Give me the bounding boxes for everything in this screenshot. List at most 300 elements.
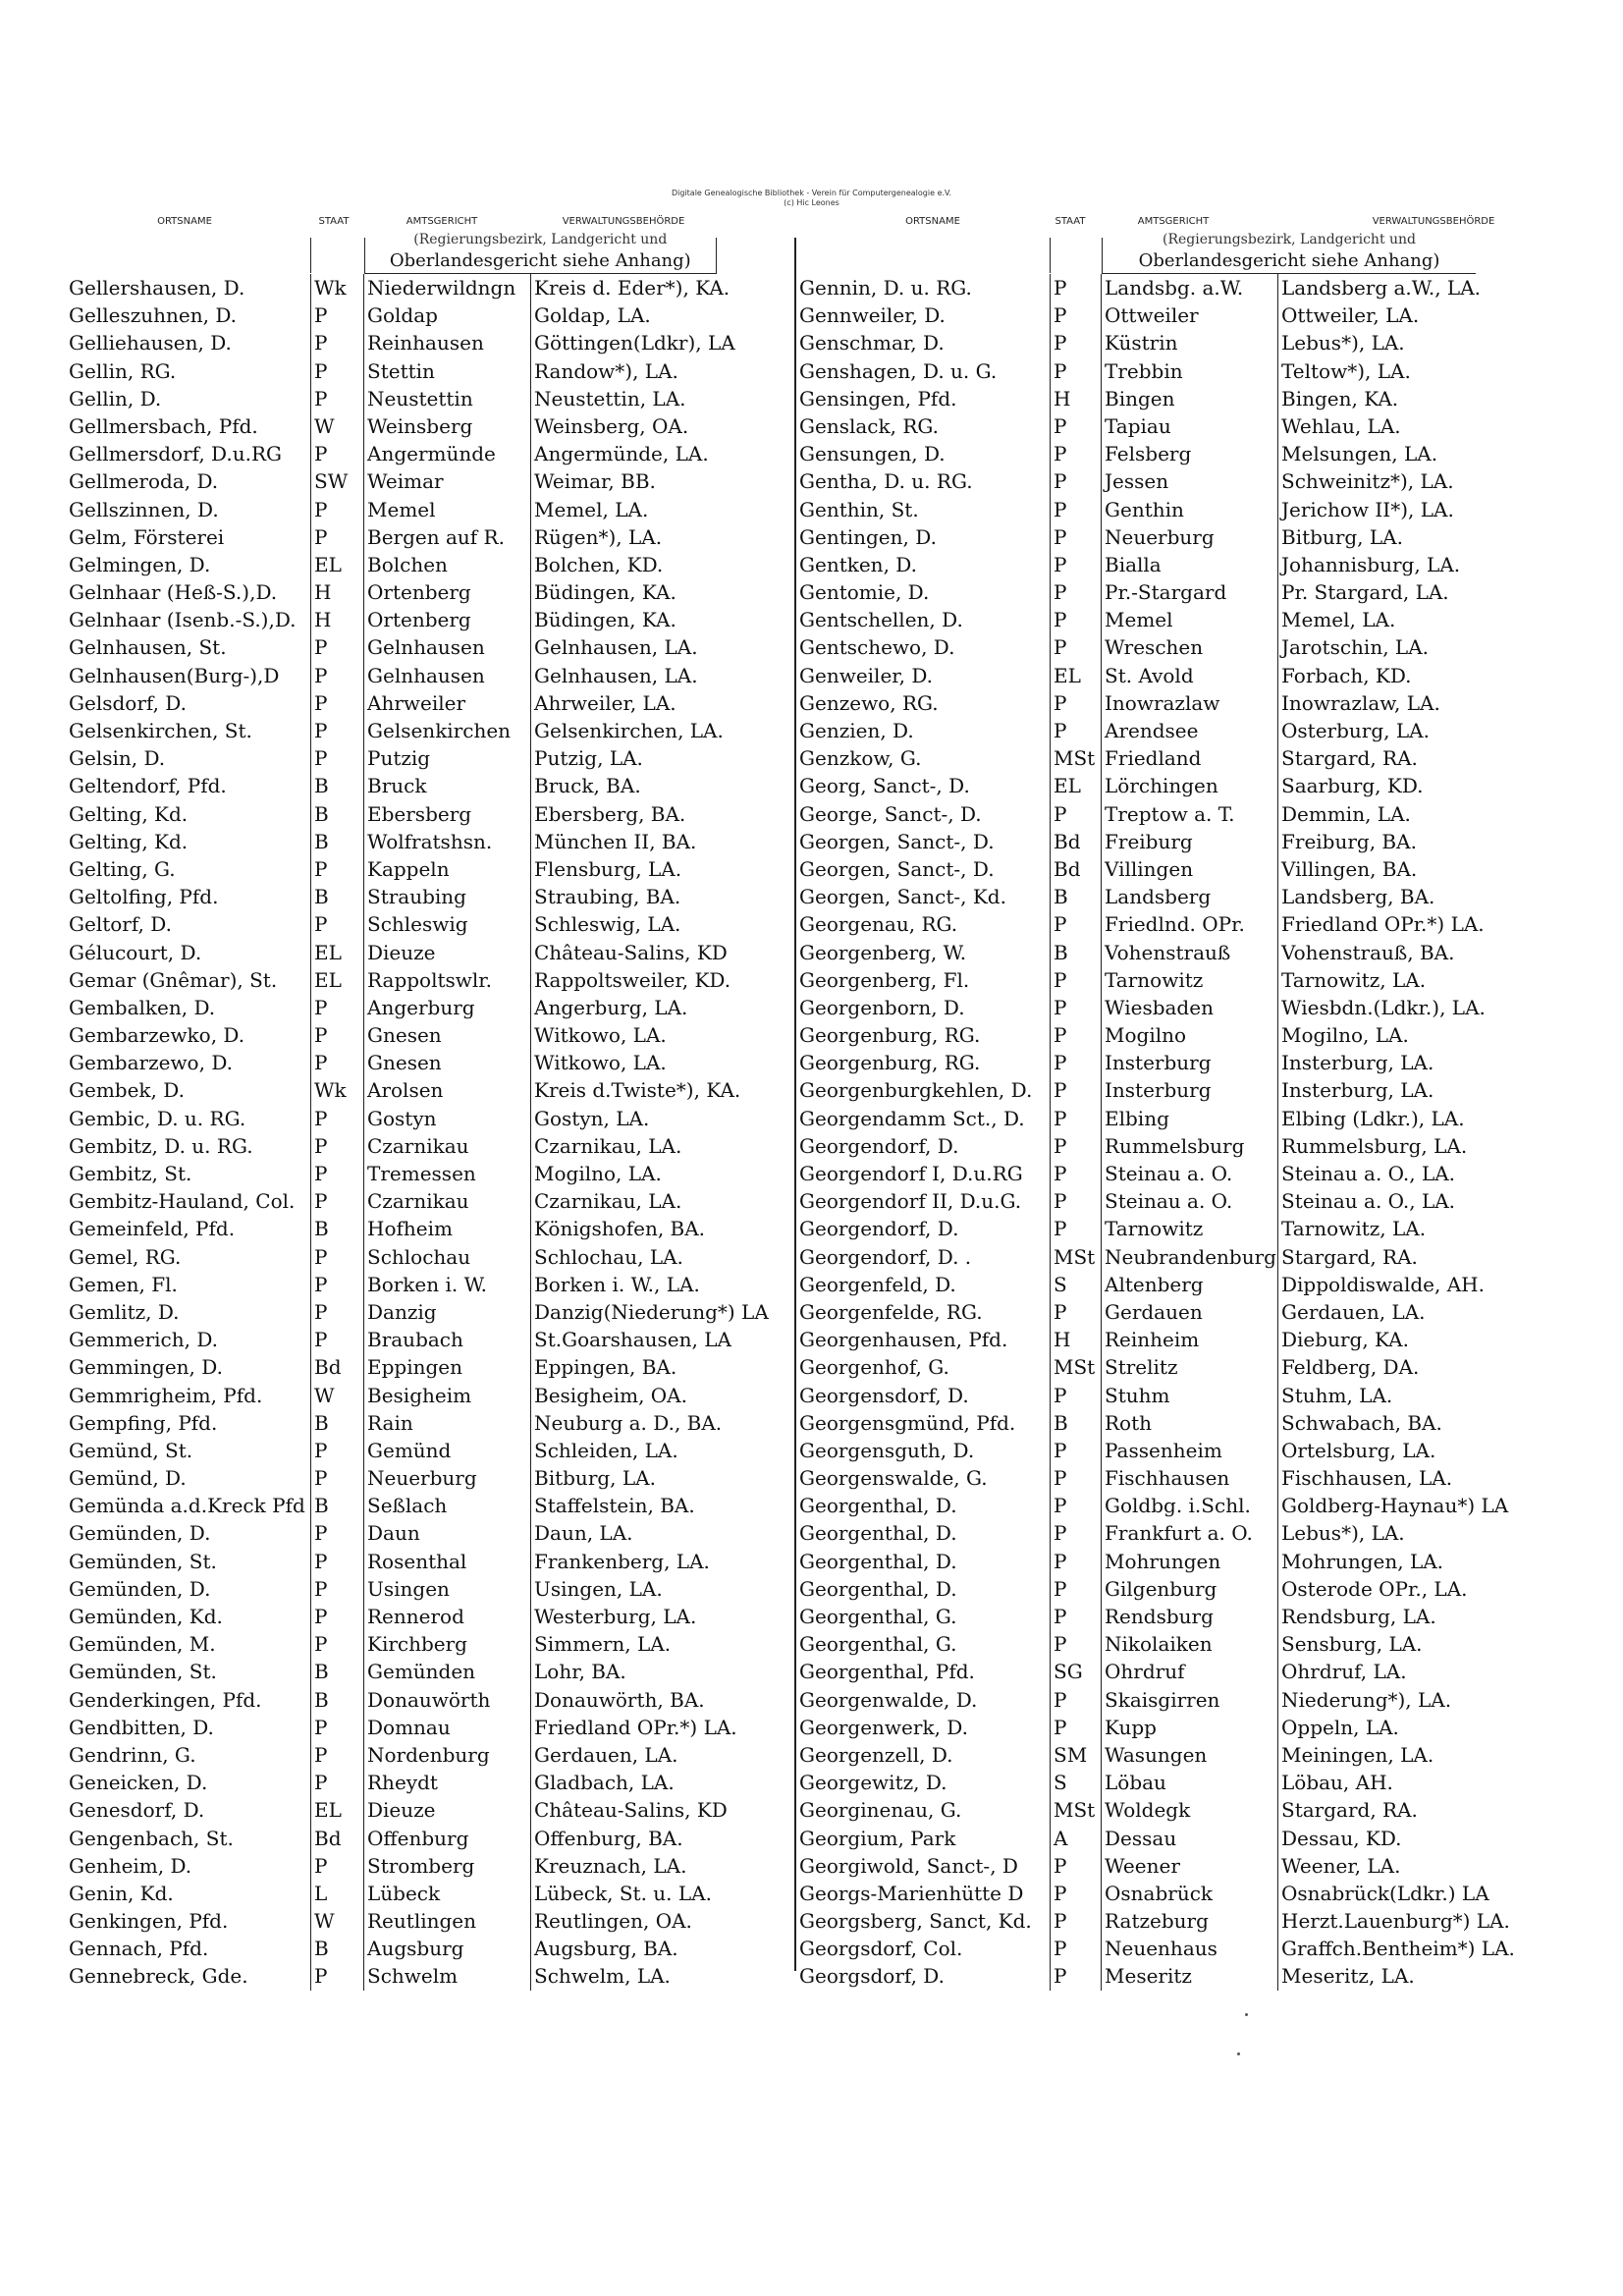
- verwaltung-cell: Büdingen, KA.: [530, 578, 715, 606]
- table-row: [799, 689, 1555, 717]
- amtsgericht-cell: Domnau: [363, 1714, 530, 1741]
- staat-cell: EL: [1050, 662, 1101, 689]
- table-row: [69, 1021, 717, 1049]
- staat-cell: P: [310, 1714, 363, 1741]
- table-row: [799, 1271, 1555, 1298]
- ortsname-cell: Gennweiler, D.: [799, 303, 946, 328]
- table-row: [69, 578, 717, 606]
- header-staat: STAAT: [1055, 216, 1086, 227]
- ortsname-cell: Gentschellen, D.: [799, 608, 963, 632]
- table-row: [69, 1686, 717, 1714]
- staat-cell: P: [310, 910, 363, 938]
- ortsname-cell: Genslack, RG.: [799, 413, 939, 438]
- amtsgericht-cell: Rheydt: [363, 1769, 530, 1796]
- ortsname-cell: Georgenthal, D.: [799, 1576, 957, 1601]
- verwaltung-cell: Angerburg, LA.: [530, 994, 715, 1021]
- staat-cell: P: [310, 1160, 363, 1187]
- verwaltung-cell: Jerichow II*), LA.: [1277, 496, 1474, 523]
- ortsname-cell: Gemar (Gnêmar), St.: [69, 967, 278, 992]
- staat-cell: P: [1050, 1962, 1101, 1990]
- table-row: [69, 1271, 717, 1298]
- table-row: [799, 855, 1555, 883]
- amtsgericht-cell: Gelnhausen: [363, 633, 530, 661]
- table-row: [799, 1021, 1555, 1049]
- verwaltung-cell: Neustettin, LA.: [530, 385, 715, 412]
- ortsname-cell: Gentschewo, D.: [799, 635, 955, 660]
- staat-cell: B: [310, 1215, 363, 1242]
- staat-cell: H: [310, 606, 363, 633]
- table-row: [69, 1548, 717, 1575]
- table-row: [799, 1298, 1555, 1326]
- ortsname-cell: Gembarzewo, D.: [69, 1051, 233, 1075]
- staat-cell: EL: [310, 1796, 363, 1824]
- amtsgericht-cell: Angerburg: [363, 994, 530, 1021]
- ortsname-cell: Georgsdorf, D.: [799, 1964, 945, 1989]
- verwaltung-cell: Goldberg-Haynau*) LA: [1277, 1492, 1474, 1519]
- table-row: [69, 1962, 717, 1990]
- staat-cell: B: [310, 1686, 363, 1714]
- ortsname-cell: Gensungen, D.: [799, 442, 946, 466]
- staat-cell: P: [1050, 1714, 1101, 1741]
- ortsname-cell: Gellszinnen, D.: [69, 497, 219, 521]
- table-row: [69, 1076, 741, 1104]
- amtsgericht-cell: Memel: [1101, 606, 1277, 633]
- amtsgericht-cell: Gemünden: [363, 1658, 530, 1685]
- table-row: [69, 1880, 717, 1907]
- amtsgericht-cell: Genthin: [1101, 496, 1277, 523]
- table-row: [69, 966, 731, 994]
- table-row: [69, 1132, 717, 1160]
- staat-cell: MSt: [1050, 1796, 1101, 1824]
- amtsgericht-cell: Mogilno: [1101, 1021, 1277, 1049]
- verwaltung-cell: Staffelstein, BA.: [530, 1492, 715, 1519]
- table-row: [69, 744, 717, 772]
- amtsgericht-cell: Bolchen: [363, 551, 530, 578]
- verwaltung-cell: Friedland OPr.*) LA.: [1277, 910, 1474, 938]
- ortsname-cell: Gembalken, D.: [69, 995, 216, 1019]
- amtsgericht-cell: Gnesen: [363, 1021, 530, 1049]
- scan-speck: [1245, 2013, 1248, 2016]
- verwaltung-cell: Stuhm, LA.: [1277, 1382, 1474, 1409]
- table-row: [69, 800, 717, 828]
- amtsgericht-cell: Ratzeburg: [1101, 1907, 1277, 1935]
- table-row: [69, 1935, 717, 1962]
- verwaltung-cell: Weimar, BB.: [530, 467, 715, 495]
- table-row: [69, 1741, 717, 1769]
- ortsname-cell: Georgenthal, D.: [799, 1549, 957, 1573]
- table-row: [69, 1796, 728, 1824]
- ortsname-cell: Gemel, RG.: [69, 1244, 182, 1269]
- amtsgericht-cell: Steinau a. O.: [1101, 1160, 1277, 1187]
- amtsgericht-cell: Donauwörth: [363, 1686, 530, 1714]
- table-row: [69, 1160, 717, 1187]
- table-row: [799, 1326, 1555, 1353]
- verwaltung-cell: Friedland OPr.*) LA.: [530, 1714, 715, 1741]
- ortsname-cell: Genderkingen, Pfd.: [69, 1687, 262, 1712]
- ortsname-cell: Gemmrigheim, Pfd.: [69, 1383, 263, 1407]
- verwaltung-cell: Rappoltsweiler, KD.: [530, 966, 715, 994]
- ortsname-cell: Georgenwalde, D.: [799, 1687, 978, 1712]
- ortsname-cell: Georgen, Sanct-, D.: [799, 829, 995, 853]
- table-row: [69, 1603, 717, 1630]
- amtsgericht-cell: Arolsen: [363, 1076, 530, 1104]
- verwaltung-cell: Czarnikau, LA.: [530, 1187, 715, 1215]
- staat-cell: S: [1050, 1769, 1101, 1796]
- amtsgericht-cell: Wreschen: [1101, 633, 1277, 661]
- staat-cell: B: [310, 1492, 363, 1519]
- table-row: [799, 1187, 1555, 1215]
- staat-cell: P: [1050, 551, 1101, 578]
- amtsgericht-cell: Dessau: [1101, 1825, 1277, 1852]
- table-row: [799, 662, 1555, 689]
- ortsname-cell: Genzewo, RG.: [799, 690, 939, 715]
- header-verwaltung: VERWALTUNGSBEHÖRDE: [562, 216, 685, 227]
- table-row: [799, 1076, 1555, 1104]
- verwaltung-cell: Gelsenkirchen, LA.: [530, 717, 715, 744]
- table-row: [69, 1825, 717, 1852]
- table-row: [799, 496, 1555, 523]
- ortsname-cell: Georgenthal, D.: [799, 1494, 957, 1518]
- ortsname-cell: Gembic, D. u. RG.: [69, 1106, 246, 1130]
- ortsname-cell: Gelnhausen(Burg-),D: [69, 663, 280, 687]
- ortsname-cell: Georgenberg, Fl.: [799, 967, 970, 992]
- verwaltung-cell: Schleiden, LA.: [530, 1437, 715, 1464]
- ortsname-cell: Gellmersdorf, D.u.RG: [69, 442, 282, 466]
- verwaltung-cell: Saarburg, KD.: [1277, 772, 1474, 799]
- amtsgericht-cell: Ebersberg: [363, 800, 530, 828]
- ortsname-cell: Gemünden, St.: [69, 1549, 217, 1573]
- amtsgericht-cell: Besigheim: [363, 1382, 530, 1409]
- verwaltung-cell: Johannisburg, LA.: [1277, 551, 1474, 578]
- ortsname-cell: Gennach, Pfd.: [69, 1937, 209, 1961]
- verwaltung-cell: Teltow*), LA.: [1277, 357, 1474, 385]
- verwaltung-cell: Usingen, LA.: [530, 1575, 715, 1603]
- ortsname-cell: Georg, Sanct-, D.: [799, 774, 970, 798]
- ortsname-cell: Georgenfelde, RG.: [799, 1299, 983, 1324]
- column-headers: [69, 216, 1542, 230]
- verwaltung-cell: Ottweiler, LA.: [1277, 301, 1474, 329]
- staat-cell: Wk: [310, 1076, 363, 1104]
- table-row: [69, 855, 717, 883]
- table-row: [69, 1215, 717, 1242]
- right-block: [799, 232, 1555, 1991]
- staat-cell: MSt: [1050, 1243, 1101, 1271]
- staat-cell: P: [310, 633, 363, 661]
- staat-cell: P: [1050, 301, 1101, 329]
- amtsgericht-cell: Tarnowitz: [1101, 1215, 1277, 1242]
- table-row: [69, 1049, 717, 1076]
- table-row: [799, 1382, 1555, 1409]
- ortsname-cell: Gellmeroda, D.: [69, 469, 219, 494]
- staat-cell: P: [1050, 1382, 1101, 1409]
- amtsgericht-cell: Memel: [363, 496, 530, 523]
- staat-cell: Bd: [310, 1825, 363, 1852]
- table-row: [69, 689, 717, 717]
- ortsname-cell: Georgendorf, D.: [799, 1217, 959, 1241]
- staat-cell: EL: [310, 551, 363, 578]
- table-row: [799, 828, 1555, 855]
- ortsname-cell: Georgensguth, D.: [799, 1438, 975, 1462]
- staat-cell: P: [310, 1105, 363, 1132]
- ortsname-cell: Gelting, G.: [69, 856, 176, 881]
- amtsgericht-cell: Felsberg: [1101, 440, 1277, 467]
- verwaltung-cell: Landsberg a.W., LA.: [1277, 274, 1474, 301]
- ortsname-cell: Gélucourt, D.: [69, 940, 202, 964]
- staat-cell: P: [310, 1769, 363, 1796]
- table-row: [799, 1049, 1555, 1076]
- amtsgericht-cell: Arendsee: [1101, 717, 1277, 744]
- verwaltung-cell: Bingen, KA.: [1277, 385, 1474, 412]
- ortsname-cell: Gentken, D.: [799, 552, 917, 576]
- amtsgericht-cell: Küstrin: [1101, 329, 1277, 356]
- ortsname-cell: Genshagen, D. u. G.: [799, 358, 998, 383]
- ortsname-cell: Genesdorf, D.: [69, 1798, 205, 1823]
- amtsgericht-cell: Osnabrück: [1101, 1880, 1277, 1907]
- amtsgericht-cell: Stromberg: [363, 1852, 530, 1880]
- table-row: [799, 717, 1555, 744]
- amtsgericht-cell: Bialla: [1101, 551, 1277, 578]
- table-row: [69, 1575, 717, 1603]
- amtsgericht-cell: Gelnhausen: [363, 662, 530, 689]
- verwaltung-cell: Villingen, BA.: [1277, 855, 1474, 883]
- table-row: [69, 1298, 769, 1326]
- table-row: [799, 939, 1555, 966]
- staat-cell: P: [310, 1326, 363, 1353]
- staat-cell: P: [1050, 1187, 1101, 1215]
- ortsname-cell: Georgs-Marienhütte D: [799, 1881, 1024, 1905]
- ortsname-cell: Gelleszuhnen, D.: [69, 303, 237, 328]
- verwaltung-cell: Gerdauen, LA.: [1277, 1298, 1474, 1326]
- verwaltung-cell: Flensburg, LA.: [530, 855, 715, 883]
- verwaltung-cell: Witkowo, LA.: [530, 1021, 715, 1049]
- staat-cell: P: [1050, 467, 1101, 495]
- verwaltung-cell: Putzig, LA.: [530, 744, 715, 772]
- amtsgericht-cell: Offenburg: [363, 1825, 530, 1852]
- staat-cell: P: [1050, 1686, 1101, 1714]
- ortsname-cell: Georgenborn, D.: [799, 995, 965, 1019]
- verwaltung-cell: Schwelm, LA.: [530, 1962, 715, 1990]
- table-row: [799, 523, 1555, 551]
- amtsgericht-cell: Kappeln: [363, 855, 530, 883]
- table-row: [69, 1492, 717, 1519]
- ortsname-cell: Gemen, Fl.: [69, 1272, 178, 1296]
- verwaltung-cell: Angermünde, LA.: [530, 440, 715, 467]
- verwaltung-cell: Feldberg, DA.: [1277, 1353, 1474, 1381]
- ortsname-cell: Gemeinfeld, Pfd.: [69, 1217, 236, 1241]
- ortsname-cell: Gendrinn, G.: [69, 1742, 196, 1767]
- staat-cell: P: [310, 523, 363, 551]
- staat-cell: P: [310, 1852, 363, 1880]
- header-ortsname: ORTSNAME: [157, 216, 212, 227]
- staat-cell: Bd: [1050, 855, 1101, 883]
- verwaltung-cell: Rendsburg, LA.: [1277, 1603, 1474, 1630]
- ortsname-cell: Gemünden, Kd.: [69, 1605, 223, 1628]
- verwaltung-cell: Dippoldiswalde, AH.: [1277, 1271, 1474, 1298]
- staat-cell: B: [310, 800, 363, 828]
- ortsname-cell: Georgenthal, Pfd.: [799, 1660, 975, 1684]
- amtsgericht-cell: Ortenberg: [363, 606, 530, 633]
- verwaltung-cell: Donauwörth, BA.: [530, 1686, 715, 1714]
- amtsgericht-cell: Schleswig: [363, 910, 530, 938]
- staat-cell: P: [1050, 1907, 1101, 1935]
- staat-cell: Bd: [1050, 828, 1101, 855]
- ortsname-cell: Georgenburgkehlen, D.: [799, 1078, 1033, 1103]
- staat-cell: P: [1050, 1049, 1101, 1076]
- table-row: [799, 1519, 1555, 1547]
- staat-cell: P: [310, 1271, 363, 1298]
- table-row: [799, 1215, 1555, 1242]
- amtsgericht-cell: Neuerburg: [1101, 523, 1277, 551]
- staat-cell: P: [1050, 606, 1101, 633]
- verwaltung-cell: Schlochau, LA.: [530, 1243, 715, 1271]
- staat-cell: Bd: [310, 1353, 363, 1381]
- ortsname-cell: Georgenthal, G.: [799, 1632, 957, 1657]
- staat-cell: P: [1050, 1603, 1101, 1630]
- amtsgericht-cell: Weimar: [363, 467, 530, 495]
- staat-cell: P: [310, 1741, 363, 1769]
- staat-cell: B: [310, 1935, 363, 1962]
- verwaltung-cell: Löbau, AH.: [1277, 1769, 1474, 1796]
- table-row: [799, 1409, 1555, 1437]
- table-row: [799, 1962, 1555, 1990]
- ortsname-cell: Gellmersbach, Pfd.: [69, 413, 258, 438]
- staat-cell: SG: [1050, 1658, 1101, 1685]
- ortsname-cell: Georgenfeld, D.: [799, 1272, 956, 1296]
- staat-cell: P: [1050, 329, 1101, 356]
- ortsname-cell: Georgenhof, G.: [799, 1355, 949, 1380]
- staat-cell: Wk: [310, 274, 363, 301]
- staat-cell: P: [1050, 1492, 1101, 1519]
- verwaltung-cell: Ebersberg, BA.: [530, 800, 715, 828]
- amtsgericht-cell: Rappoltswlr.: [363, 966, 530, 994]
- ortsname-cell: Georgenburg, RG.: [799, 1051, 981, 1075]
- amtsgericht-cell: Jessen: [1101, 467, 1277, 495]
- amtsgericht-cell: Friedlnd. OPr.: [1101, 910, 1277, 938]
- right-header-row: [799, 232, 1555, 274]
- amtsgericht-cell: Skaisgirren: [1101, 1686, 1277, 1714]
- amtsgericht-cell: Vohenstrauß: [1101, 939, 1277, 966]
- table-row: [69, 496, 717, 523]
- ortsname-cell: Gelting, Kd.: [69, 801, 189, 826]
- header-amtsgericht: AMTSGERICHT: [1137, 216, 1210, 227]
- staat-cell: B: [1050, 883, 1101, 910]
- staat-cell: P: [1050, 523, 1101, 551]
- amtsgericht-cell: Bruck: [363, 772, 530, 799]
- ortsname-cell: Gemünden, M.: [69, 1632, 216, 1657]
- table-row: [799, 744, 1555, 772]
- table-row: [69, 440, 717, 467]
- staat-cell: P: [310, 440, 363, 467]
- staat-cell: L: [310, 1880, 363, 1907]
- verwaltung-cell: Meiningen, LA.: [1277, 1741, 1474, 1769]
- truncated-header: (Regierungsbezirk, Landgericht und: [1162, 232, 1417, 247]
- staat-cell: P: [1050, 1548, 1101, 1575]
- verwaltung-cell: Osterode OPr., LA.: [1277, 1575, 1474, 1603]
- verwaltung-cell: Ortelsburg, LA.: [1277, 1437, 1474, 1464]
- verwaltung-cell: Rummelsburg, LA.: [1277, 1132, 1474, 1160]
- verwaltung-cell: Bolchen, KD.: [530, 551, 715, 578]
- table-row: [69, 1409, 723, 1437]
- verwaltung-cell: Königshofen, BA.: [530, 1215, 715, 1242]
- amtsgericht-cell: Reinhausen: [363, 329, 530, 356]
- staat-cell: P: [1050, 1575, 1101, 1603]
- ortsname-cell: Gennin, D. u. RG.: [799, 276, 972, 300]
- verwaltung-cell: Offenburg, BA.: [530, 1825, 715, 1852]
- ortsname-cell: Gemmingen, D.: [69, 1355, 223, 1380]
- ortsname-cell: Genin, Kd.: [69, 1881, 174, 1905]
- staat-cell: A: [1050, 1825, 1101, 1852]
- verwaltung-cell: Osnabrück(Ldkr.) LA: [1277, 1880, 1474, 1907]
- amtsgericht-cell: Gostyn: [363, 1105, 530, 1132]
- verwaltung-cell: Herzt.Lauenburg*) LA.: [1277, 1907, 1474, 1935]
- verwaltung-cell: Lohr, BA.: [530, 1658, 715, 1685]
- ortsname-cell: Georgensdorf, D.: [799, 1383, 969, 1407]
- verwaltung-cell: Tarnowitz, LA.: [1277, 1215, 1474, 1242]
- verwaltung-cell: Memel, LA.: [1277, 606, 1474, 633]
- verwaltung-cell: Gelnhausen, LA.: [530, 633, 715, 661]
- ortsname-cell: Gembitz-Hauland, Col.: [69, 1189, 296, 1214]
- staat-cell: P: [310, 329, 363, 356]
- table-row: [69, 1630, 717, 1658]
- ortsname-cell: Gembarzewko, D.: [69, 1023, 245, 1048]
- amtsgericht-cell: Lörchingen: [1101, 772, 1277, 799]
- verwaltung-cell: Simmern, LA.: [530, 1630, 715, 1658]
- verwaltung-cell: Forbach, KD.: [1277, 662, 1474, 689]
- staat-cell: B: [310, 1409, 363, 1437]
- table-row: [69, 1105, 717, 1132]
- ortsname-cell: Gempfing, Pfd.: [69, 1410, 218, 1435]
- ortsname-cell: Genheim, D.: [69, 1853, 192, 1878]
- verwaltung-cell: Oppeln, LA.: [1277, 1714, 1474, 1741]
- amtsgericht-cell: Angermünde: [363, 440, 530, 467]
- staat-cell: H: [310, 578, 363, 606]
- header-ortsname: ORTSNAME: [905, 216, 960, 227]
- amtsgericht-cell: Tapiau: [1101, 412, 1277, 440]
- verwaltung-cell: Lebus*), LA.: [1277, 1519, 1474, 1547]
- ortsname-cell: Gemünda a.d.Kreck Pfd: [69, 1494, 305, 1518]
- table-row: [799, 1548, 1555, 1575]
- table-row: [799, 1907, 1555, 1935]
- amtsgericht-cell: Bergen auf R.: [363, 523, 530, 551]
- verwaltung-cell: Insterburg, LA.: [1277, 1076, 1474, 1104]
- left-header-row: [69, 232, 717, 274]
- ortsname-cell: Georgendamm Sct., D.: [799, 1106, 1025, 1130]
- verwaltung-cell: Osterburg, LA.: [1277, 717, 1474, 744]
- amtsgericht-cell: Daun: [363, 1519, 530, 1547]
- staat-cell: P: [310, 1132, 363, 1160]
- table-row: [69, 606, 717, 633]
- staat-cell: P: [310, 1464, 363, 1492]
- table-row: [69, 329, 735, 356]
- staat-cell: P: [310, 301, 363, 329]
- staat-cell: P: [310, 1187, 363, 1215]
- ortsname-cell: Georgendorf, D. .: [799, 1244, 972, 1269]
- amtsgericht-cell: Rain: [363, 1409, 530, 1437]
- ortsname-cell: Georgen, Sanct-, D.: [799, 856, 995, 881]
- amtsgericht-cell: Rennerod: [363, 1603, 530, 1630]
- ortsname-cell: Gemünden, D.: [69, 1576, 211, 1601]
- table-row: [799, 1243, 1555, 1271]
- amtsgericht-cell: Landsberg: [1101, 883, 1277, 910]
- ortsname-cell: Gelsin, D.: [69, 746, 166, 771]
- ortsname-cell: Georgenburg, RG.: [799, 1023, 981, 1048]
- amtsgericht-cell: Dieuze: [363, 1796, 530, 1824]
- verwaltung-cell: Wiesbdn.(Ldkr.), LA.: [1277, 994, 1474, 1021]
- ortsname-cell: Genzien, D.: [799, 719, 914, 742]
- table-row: [799, 440, 1555, 467]
- amtsgericht-cell: Wiesbaden: [1101, 994, 1277, 1021]
- staat-cell: MSt: [1050, 1353, 1101, 1381]
